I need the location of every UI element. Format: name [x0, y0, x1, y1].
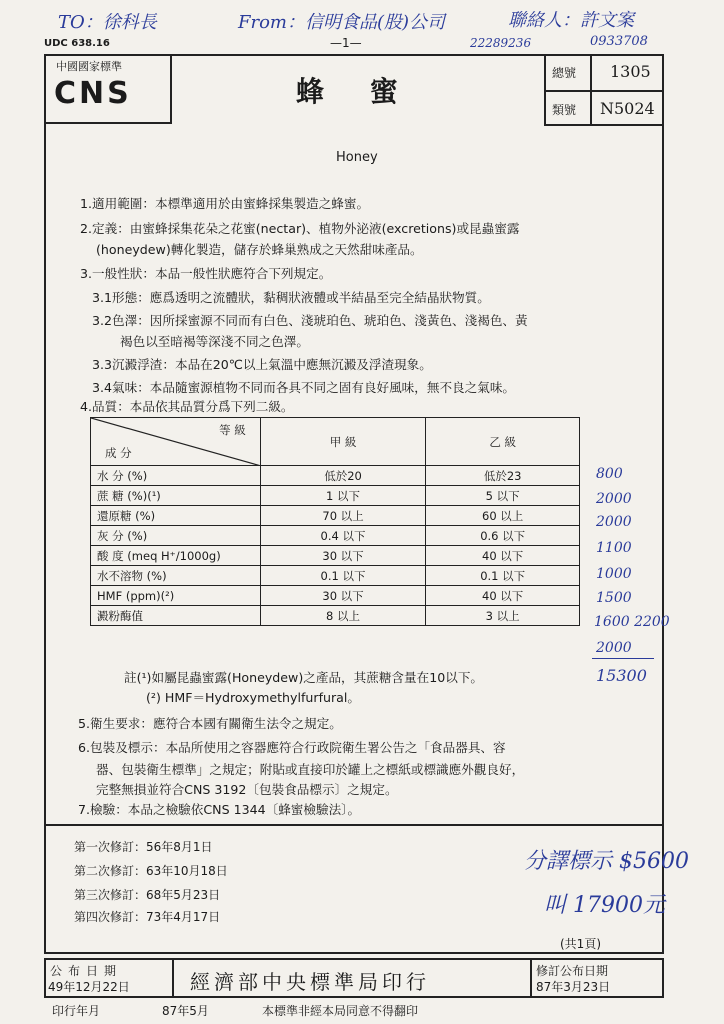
section-definition-cont: (honeydew)轉化製造，儲存於蜂巢熟成之天然甜味產品。 [96, 242, 423, 257]
revision-entry: 第一次修訂：56年8月1日 [74, 840, 213, 854]
table-cell: 30 以下 [260, 546, 426, 566]
table-row [91, 566, 580, 586]
grid-divider-vertical [590, 54, 592, 126]
revision-date-label: 修訂公布日期 [536, 964, 609, 978]
section-definition: 2.定義：由蜜蜂採集花朵之花蜜(nectar)、植物外泌液(excretions)或昆蟲蜜露 [80, 221, 520, 236]
handwritten-sender: From：信明食品(股)公司 [238, 12, 446, 33]
table-row [91, 526, 580, 546]
table-cell: 60 以上 [426, 506, 580, 526]
handwritten-note: 2000 [596, 640, 632, 656]
publish-date: 49年12月22日 [48, 980, 130, 994]
table-row [91, 466, 580, 486]
page-title: 蜂 蜜 [296, 75, 416, 108]
table-cell: 蔗 糖 (%)(¹) [91, 486, 261, 506]
section-color: 3.2色澤：因所採蜜源不同而有白色、淺琥珀色、琥珀色、淺黃色、淺褐色、黃 [92, 313, 528, 328]
handwritten-phone-1: 22289236 [470, 36, 532, 50]
revision-entry: 第三次修訂：68年5月23日 [74, 888, 221, 902]
handwritten-total: 15300 [596, 666, 647, 685]
table-row [91, 606, 580, 626]
handwritten-note: 2000 [596, 514, 632, 530]
handwritten-contact: 聯絡人：許文案 [508, 10, 634, 31]
section-scope: 1.適用範圍：本標準適用於由蜜蜂採集製造之蜂蜜。 [80, 196, 370, 211]
table-cell: 澱粉酶值 [91, 606, 261, 626]
grid-divider [544, 90, 664, 92]
handwritten-phone-2: 0933708 [590, 34, 648, 49]
grade-b-header: 乙 級 [426, 418, 580, 466]
standard-label: 中國國家標準 [56, 60, 122, 73]
page-count: (共1頁) [560, 937, 601, 951]
page-marker: —1— [330, 36, 362, 50]
revision-entry: 第二次修訂：63年10月18日 [74, 864, 228, 878]
section-packaging: 6.包裝及標示：本品所使用之容器應符合行政院衛生署公告之「食品器具、容 [78, 740, 506, 755]
table-cell: 1 以下 [260, 486, 426, 506]
table-cell: 灰 分 (%) [91, 526, 261, 546]
handwritten-note: 1500 [596, 590, 632, 606]
issuer: 經濟部中央標準局印行 [190, 970, 430, 994]
revision-entry: 第四次修訂：73年4月17日 [74, 910, 221, 924]
section-odor: 3.4氣味：本品隨蜜源植物不同而各具不同之固有良好風味，無不良之氣味。 [92, 380, 516, 395]
udc-code: UDC 638.16 [44, 38, 110, 49]
table-cell: 0.1 以下 [260, 566, 426, 586]
cns-logo: CNS [54, 76, 132, 111]
section-packaging-cont: 器、包裝衛生標準」之規定；附貼或直接印於罐上之標紙或標識應外觀良好， [96, 762, 525, 777]
quality-table [90, 417, 580, 626]
table-row [91, 586, 580, 606]
handwritten-note: 1100 [596, 540, 632, 556]
handwritten-note: 2000 [596, 491, 632, 507]
table-cell: 低於23 [426, 466, 580, 486]
table-cell: 還原糖 (%) [91, 506, 261, 526]
section-properties: 3.一般性狀：本品一般性狀應符合下列規定。 [80, 266, 332, 281]
grade-a-header: 甲 級 [260, 418, 426, 466]
note-1: 註(¹)如屬昆蟲蜜露(Honeydew)之產品，其蔗糖含量在10以下。 [124, 670, 484, 685]
total-number: 1305 [610, 62, 651, 81]
copyright-notice: 本標準非經本局同意不得翻印 [262, 1004, 419, 1018]
class-number-label: 類號 [552, 103, 577, 117]
table-cell: 0.1 以下 [426, 566, 580, 586]
table-header-row [91, 418, 580, 466]
table-cell: 酸 度 (meq H⁺/1000g) [91, 546, 261, 566]
handwritten-recipient: TO：徐科長 [58, 12, 157, 33]
table-cell: 3 以上 [426, 606, 580, 626]
note-2: (²) HMF＝Hydroxymethylfurfural。 [146, 690, 360, 705]
table-row [91, 486, 580, 506]
table-row [91, 546, 580, 566]
table-cell: 低於20 [260, 466, 426, 486]
table-cell: 0.4 以下 [260, 526, 426, 546]
handwritten-total-fee: 叫 17900元 [544, 893, 665, 918]
component-header: 成 分 [105, 446, 132, 460]
total-number-label: 總號 [552, 66, 577, 80]
revision-date: 87年3月23日 [536, 980, 611, 994]
footer-divider [172, 958, 174, 998]
handwritten-note: 1000 [596, 566, 632, 582]
english-title: Honey [336, 150, 378, 165]
table-cell: 40 以下 [426, 586, 580, 606]
section-form: 3.1形態：應爲透明之流體狀，黏稠狀液體或半結晶至完全結晶狀物質。 [92, 290, 490, 305]
table-cell: 70 以上 [260, 506, 426, 526]
printed-date: 87年5月 [162, 1004, 209, 1018]
section-color-cont: 褐色以至暗褐等深淺不同之色澤。 [120, 334, 309, 349]
footer-divider [530, 958, 532, 998]
grade-header: 等 級 [219, 423, 246, 437]
section-packaging-cont: 完整無損並符合CNS 3192〔包裝食品標示〕之規定。 [96, 782, 398, 797]
sum-line [592, 658, 654, 659]
class-number: N5024 [600, 99, 655, 118]
table-corner-cell [91, 418, 261, 466]
publish-date-label: 公布日期 [50, 964, 123, 978]
table-cell: 8 以上 [260, 606, 426, 626]
section-hygiene: 5.衛生要求：應符合本國有關衛生法令之規定。 [78, 716, 342, 731]
table-cell: HMF (ppm)(²) [91, 586, 261, 606]
handwritten-note: 800 [596, 466, 623, 482]
section-sediment: 3.3沉澱浮渣：本品在20℃以上氣溫中應無沉澱及浮渣現象。 [92, 357, 432, 372]
section-inspection: 7.檢驗：本品之檢驗依CNS 1344〔蜂蜜檢驗法〕。 [78, 802, 361, 817]
revision-divider [44, 824, 664, 826]
table-cell: 水 分 (%) [91, 466, 261, 486]
table-cell: 30 以下 [260, 586, 426, 606]
table-cell: 40 以下 [426, 546, 580, 566]
handwritten-fee: 分譯標示 $5600 [524, 849, 689, 874]
table-cell: 5 以下 [426, 486, 580, 506]
section-quality: 4.品質：本品依其品質分爲下列二級。 [80, 399, 294, 414]
table-cell: 水不溶物 (%) [91, 566, 261, 586]
printed-label: 印行年月 [52, 1004, 101, 1018]
table-cell: 0.6 以下 [426, 526, 580, 546]
handwritten-note: 1600 2200 [594, 614, 670, 630]
table-row [91, 506, 580, 526]
